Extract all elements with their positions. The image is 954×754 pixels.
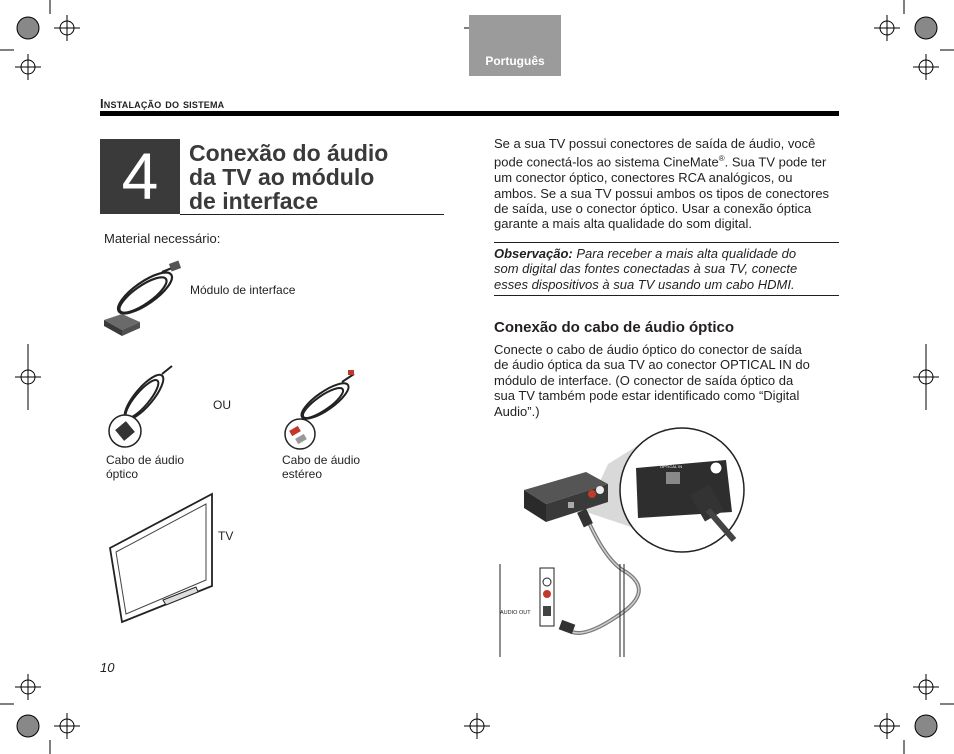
title-rule xyxy=(180,214,444,215)
optical-cable-label xyxy=(106,453,184,481)
audio-out-label: AUDIO OUT xyxy=(500,610,531,616)
note-line-1 xyxy=(494,246,839,261)
stereo-cable-label-line-2: estéreo xyxy=(282,467,323,481)
optical-section-paragraph xyxy=(494,342,840,419)
optical-section-heading: Conexão do cabo de áudio óptico xyxy=(494,319,735,336)
page-number: 10 xyxy=(100,660,115,675)
optical-line-3: módulo de interface. (O conector de saída óptico da xyxy=(494,372,794,388)
note-box xyxy=(494,246,839,292)
note-line-3: esses dispositivos à sua TV usando um cabo HDMI. xyxy=(494,276,795,292)
step-number: 4 xyxy=(121,139,159,213)
intro-line-2 xyxy=(494,151,840,170)
note-line-2: som digital das fontes conectadas à sua TV, conecte xyxy=(494,261,798,277)
note-bottom-rule xyxy=(494,295,839,296)
optical-cable-illustration xyxy=(104,362,184,452)
step-title-line-3: de interface xyxy=(189,188,319,214)
section-header xyxy=(100,96,224,111)
step-number-box xyxy=(100,139,180,214)
optical-cable-label-line-1: Cabo de áudio xyxy=(106,453,185,467)
optical-in-label: OPTICAL IN xyxy=(660,464,683,469)
stereo-cable-label-line-1: Cabo de áudio xyxy=(282,453,361,467)
tv-illustration xyxy=(108,492,218,622)
stereo-cable-label xyxy=(282,453,360,481)
section-header-text: Instalação do sistema xyxy=(100,96,225,111)
intro-line-3: um conector óptico, conectores RCA analógicos, ou xyxy=(494,170,793,186)
optical-line-2: de áudio óptica da sua TV ao conector OPTICAL IN do xyxy=(494,357,810,373)
note-line-1-text: Para receber a mais alta qualidade do xyxy=(572,246,797,261)
registered-mark: ® xyxy=(718,154,725,164)
intro-line-2-b: . Sua TV pode ter xyxy=(724,154,827,170)
tv-label: TV xyxy=(218,529,234,543)
interface-module-label: Módulo de interface xyxy=(190,283,296,297)
step-title xyxy=(189,141,449,213)
intro-line-6: garante a mais alta qualidade do som digital. xyxy=(494,216,752,232)
language-tab-label: Português xyxy=(485,54,545,68)
intro-line-5: de saída, use o conector óptico. Usar a conexão óptica xyxy=(494,200,812,216)
header-rule xyxy=(100,111,839,116)
step-title-line-2: da TV ao módulo xyxy=(189,164,375,190)
materials-label: Material necessário: xyxy=(104,231,221,246)
optical-connection-diagram xyxy=(496,422,756,657)
optical-line-5: Audio”.) xyxy=(494,403,540,419)
intro-paragraph xyxy=(494,136,840,232)
note-label: Observação: xyxy=(494,246,573,261)
stereo-cable-illustration xyxy=(280,368,360,458)
interface-module-illustration xyxy=(100,258,200,338)
optical-cable-label-line-2: óptico xyxy=(106,467,139,481)
language-tab xyxy=(469,15,561,76)
intro-line-2-a: pode conectá-los ao sistema CineMate xyxy=(494,154,719,170)
or-label: OU xyxy=(213,398,231,412)
optical-line-4: sua TV também pode estar identificado como “Digital xyxy=(494,388,800,404)
intro-line-4: ambos. Se a sua TV possui ambos os tipos de conectores xyxy=(494,185,830,201)
optical-line-1: Conecte o cabo de áudio óptico do conector de saída xyxy=(494,342,802,357)
note-top-rule xyxy=(494,242,839,243)
step-title-line-1: Conexão do áudio xyxy=(189,140,389,166)
intro-line-1: Se a sua TV possui conectores de saída de áudio, você xyxy=(494,136,816,151)
